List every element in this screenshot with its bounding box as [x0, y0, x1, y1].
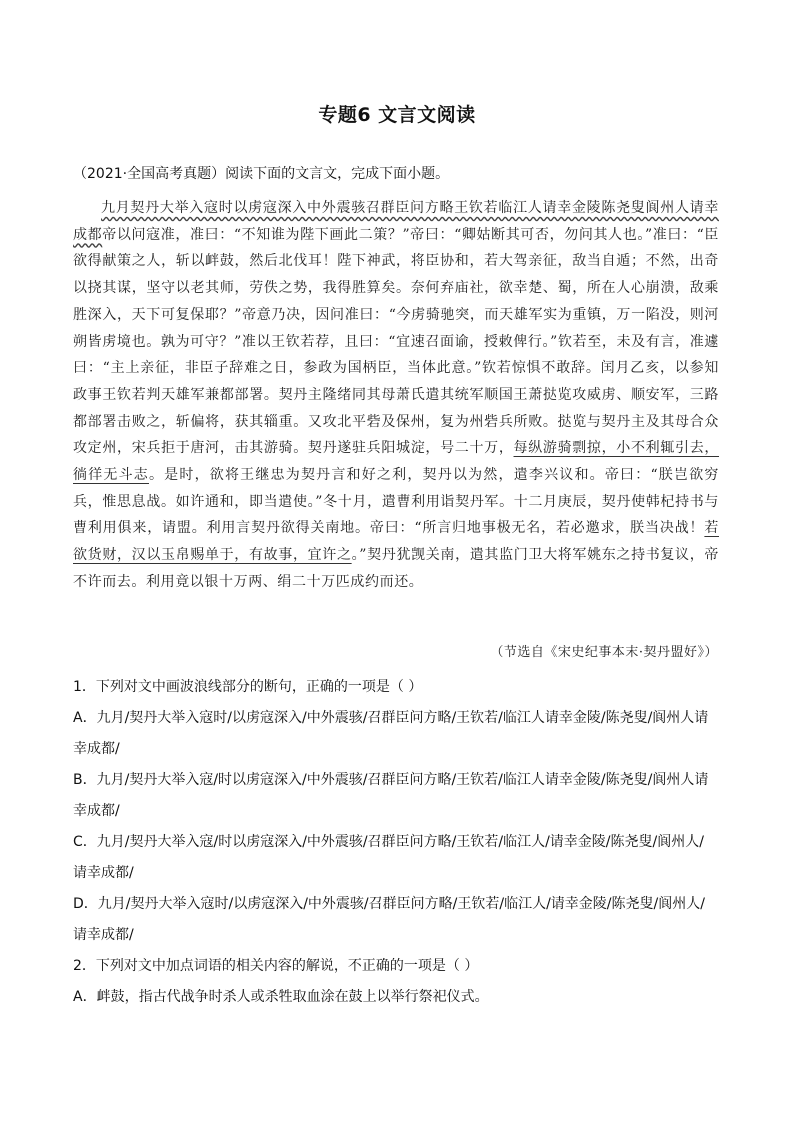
underlined-sentence-1: 每纵游骑剽掠，小不利辄引去，徜徉无斗志 — [73, 440, 720, 484]
option-a-line1: A．九月/契丹大举入寇时/以虏寇深入/中外震骇/召群臣问方略/王钦若/临江人请幸金陵/陈尧叟/阆州人请 — [73, 710, 709, 726]
option-a-line2: 幸成都/ — [73, 741, 120, 757]
questions-section — [73, 672, 723, 1013]
passage-text: 帝以问寇准，准曰：“不知谁为陛下画此二策？”帝曰：“卿姑断其可否，勿问其人也。”准曰：“臣欲得献策之人，斩以衅鼓，然后北伐耳！陛下神武，将臣协和，若大驾亲征，敌当自遁；不然，出奇以挠其谋，坚守以老其师，劳佚之势，我得胜算矣。奈何弃庙社，欲幸楚、蜀，所在人心崩溃，敌乘胜深入，天下可复保耶？”帝意乃决，因问准曰：“今虏骑驰突，而天雄军实为重镇，万一陷没，则河朔皆虏境也。孰为可守？”准以王钦若荐，且曰：“宜速召面谕，授敕俾行。”钦若至，未及有言，准遽曰：“主上亲征，非臣子辞难之日，参政为国柄臣，当体此意。”钦若惊惧不敢辞。闰月乙亥，以参知政事王钦若判天雄军兼都部署。契丹主隆绪同其母萧氏遣其统军顺国王萧挞览攻威虏、顺安军，三路都部署击败之，斩偏将，获其辎重。又攻北平砦及保州，复为州砦兵所败。挞览与契丹主及其母合众攻定州，宋兵拒于唐河，击其游骑。契丹遂驻兵阳城淀，号二十万， — [73, 226, 719, 457]
option-b — [73, 765, 723, 827]
option-d-line2: 请幸成都/ — [73, 927, 134, 943]
page-title: 专题6 文言文阅读 — [318, 104, 476, 126]
classical-passage — [73, 195, 719, 596]
option-d — [73, 889, 723, 951]
passage-text: 。是时，欲将王继忠为契丹言和好之利，契丹以为然，遣李兴议和。帝曰：“朕岂欲穷兵，惟思息战。如许通和，即当遣使。”冬十月，遣曹利用诣契丹军。十二月庚辰，契丹使韩杞持书与曹利用俱来，请盟。利用言契丹欲得关南地。帝曰：“所言归地事极无名，若必邀求，朕当决战！ — [73, 467, 719, 537]
intro-text: （2021·全国高考真题）阅读下面的文言文，完成下面小题。 — [73, 166, 450, 182]
option-a — [73, 703, 723, 765]
option-b-line1: B．九月/契丹大举入寇/时以虏寇深入/中外震骇/召群臣问方略/王钦若/临江人请幸金陵/陈尧叟/阆州人请 — [73, 772, 709, 788]
wavy-underlined-text: 九月契丹大举入寇时以虏寇深入中外震骇召群臣问方略王钦若临江人请幸金陵陈尧叟阆州人请幸成都 — [73, 200, 719, 243]
option-b-line2: 幸成都/ — [73, 803, 120, 819]
question-2-option-a: A．衅鼓，指古代战争时杀人或杀牲取血涂在鼓上以举行祭祀仪式。 — [73, 989, 489, 1005]
question-1: 1．下列对文中画波浪线部分的断句，正确的一项是（ ） — [73, 679, 423, 695]
question-2: 2．下列对文中加点词语的相关内容的解说，不正确的一项是（ ） — [73, 958, 479, 974]
option-d-line1: D．九月/契丹大举入寇时/以虏寇深入/中外震骇/召群臣问方略/王钦若/临江人/请幸金陵/陈尧叟/阆州人/ — [73, 896, 705, 912]
underlined-sentence-2: 若欲货财，汉以玉帛赐单于，有故事，宜许之 — [73, 520, 719, 564]
source-citation: （节选自《宋史纪事本末·契丹盟好》） — [490, 645, 718, 660]
option-c-line1: C．九月/契丹大举入寇/时以虏寇深入/中外震骇/召群臣问方略/王钦若/临江人/请幸金陵/陈尧叟/阆州人/ — [73, 834, 704, 850]
option-c — [73, 827, 723, 889]
passage-text: 。”契丹犹觊关南，遣其监门卫大将军姚东之持书复议，帝不许而去。利用竟以银十万两、绢二十万匹成约而还。 — [73, 547, 719, 590]
option-c-line2: 请幸成都/ — [73, 865, 134, 881]
